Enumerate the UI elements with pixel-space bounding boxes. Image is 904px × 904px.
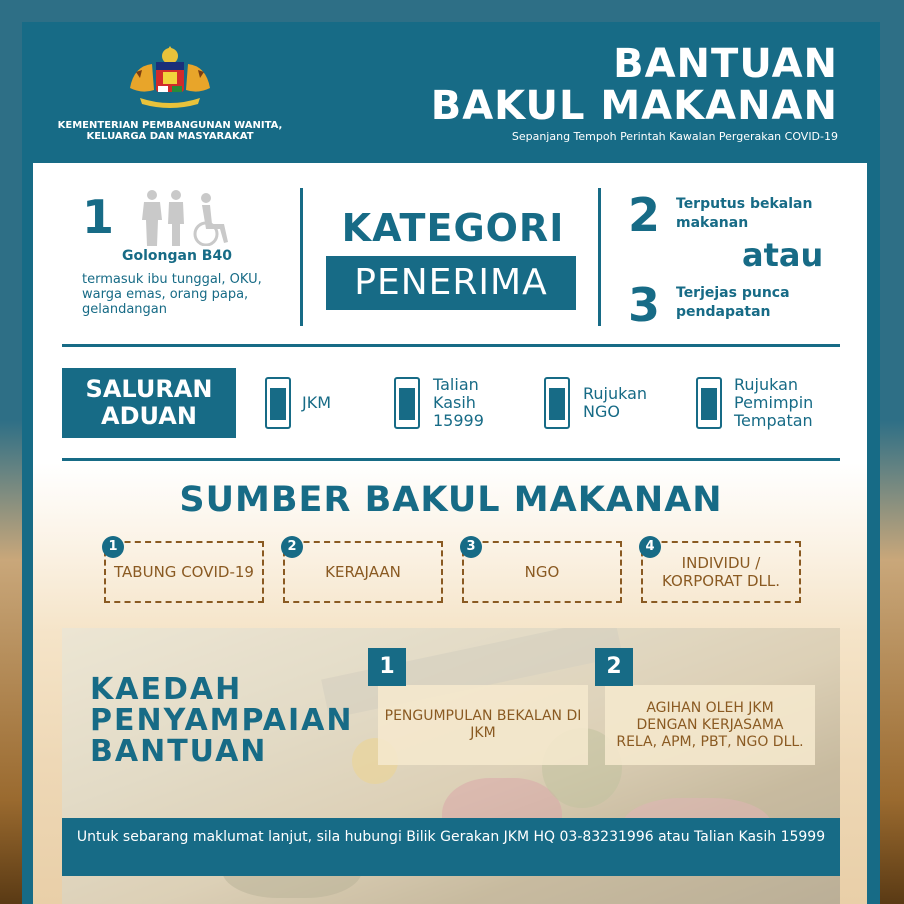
source-number: 1	[102, 536, 124, 558]
phone-icon	[394, 377, 420, 429]
phone-icon	[696, 377, 722, 429]
people-icon	[140, 190, 232, 246]
source-number: 3	[460, 536, 482, 558]
category-3-text: Terjejas punca pendapatan	[676, 285, 790, 320]
sumber-heading: SUMBER BAKUL MAKANAN	[179, 480, 723, 520]
channel-jkm: JKM	[302, 393, 332, 412]
subtitle: Sepanjang Tempoh Perintah Kawalan Pergerakan COVID-19	[511, 130, 838, 143]
source-label: TABUNG COVID-19	[114, 563, 254, 581]
phone-icon	[544, 377, 570, 429]
divider-left	[300, 188, 303, 326]
phone-icon	[265, 377, 291, 429]
step-number: 2	[595, 648, 633, 686]
kaedah-line-1: KAEDAH	[90, 672, 243, 707]
category-1-label: Golongan B40	[122, 248, 232, 264]
source-number: 2	[281, 536, 303, 558]
channel-rujukan-pemimpin: Rujukan Pemimpin Tempatan	[734, 375, 814, 430]
kaedah-heading	[90, 674, 353, 767]
category-1-number: 1	[82, 190, 115, 244]
ministry-name	[55, 120, 285, 142]
source-box	[641, 541, 801, 603]
kaedah-line-2: PENYAMPAIAN	[90, 703, 354, 738]
step-label: AGIHAN OLEH JKM DENGAN KERJASAMA RELA, APM, PBT, NGO DLL.	[616, 699, 804, 750]
category-2-text: Terputus bekalan makanan	[676, 196, 813, 231]
coat-of-arms-icon	[122, 42, 218, 112]
section-divider-1	[62, 344, 840, 347]
source-box	[462, 541, 622, 603]
footer-contact: Untuk sebarang maklumat lanjut, sila hubungi Bilik Gerakan JKM HQ 03-83231996 atau Talian Kasih 15999	[62, 818, 840, 876]
section-divider-2	[62, 458, 840, 461]
channel-rujukan-ngo: Rujukan NGO	[583, 384, 648, 421]
saluran-aduan-heading	[62, 368, 236, 438]
source-box	[104, 541, 264, 603]
kaedah-line-3: BANTUAN	[90, 734, 268, 769]
step-box	[605, 685, 815, 765]
step-box	[378, 685, 588, 765]
title-line-1: BANTUAN	[613, 41, 838, 87]
source-box	[283, 541, 443, 603]
ministry-line-1: KEMENTERIAN PEMBANGUNAN WANITA,	[57, 120, 283, 131]
source-label: KERAJAAN	[325, 563, 401, 581]
source-label: NGO	[524, 563, 560, 581]
category-2-number: 2	[628, 188, 661, 242]
ministry-line-2: KELUARGA DAN MASYARAKAT	[86, 131, 254, 142]
penerima-banner: PENERIMA	[326, 256, 576, 310]
source-label: INDIVIDU / KORPORAT DLL.	[662, 554, 780, 590]
divider-right	[598, 188, 601, 326]
source-number: 4	[639, 536, 661, 558]
category-3-number: 3	[628, 278, 661, 332]
category-1-description: termasuk ibu tunggal, OKU, warga emas, orang papa, gelandangan	[82, 272, 262, 317]
title-line-2: BAKUL MAKANAN	[430, 83, 838, 129]
saluran-line-1: SALURAN	[85, 375, 213, 403]
channel-talian-kasih: Talian Kasih 15999	[433, 375, 484, 430]
saluran-line-2: ADUAN	[101, 402, 197, 430]
kategori-heading: KATEGORI	[341, 206, 565, 250]
step-number: 1	[368, 648, 406, 686]
atau-separator: atau	[742, 236, 824, 274]
step-label: PENGUMPULAN BEKALAN DI JKM	[384, 708, 582, 741]
